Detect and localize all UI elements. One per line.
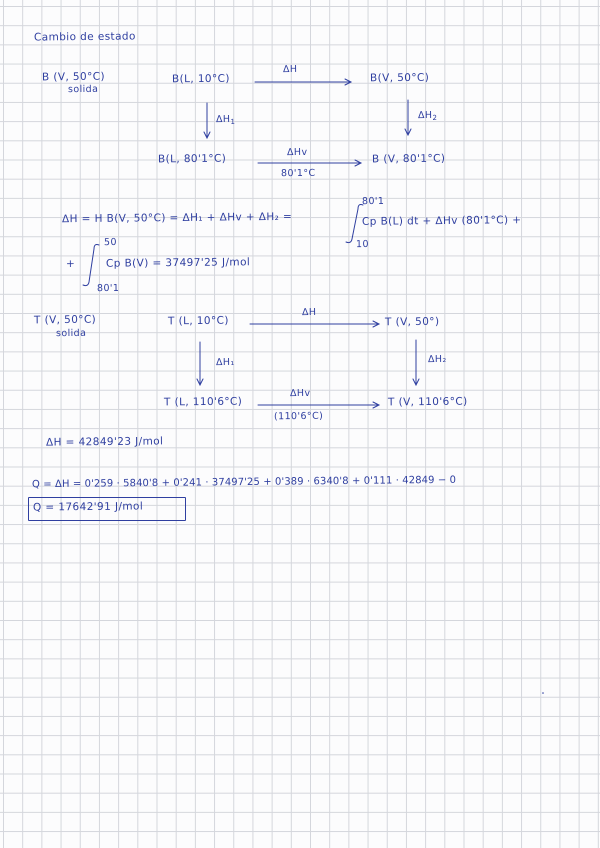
t-node-top-right: T (V, 50°) [384,315,440,329]
integral-1 [346,205,363,243]
eq-b-line2: Cp B(V) = 37497'25 J/mol [105,256,251,270]
t-arrow-left-label: ΔH₁ [215,356,235,369]
b-arrow-bottom-label: ΔHv [286,146,308,159]
t-node-bottom-right: T (V, 110'6°C) [387,395,468,409]
t-condition: T (V, 50°C) [33,313,97,327]
eq-b-int2-lower: 80'1 [96,282,120,295]
t-state: solida [55,327,87,340]
t-arrow-bottom-temp: (110'6°C) [273,410,324,423]
b-node-bottom-left: B(L, 80'1°C) [157,152,227,166]
integral-2 [83,245,99,286]
page-title: Cambio de estado [33,30,136,44]
b-arrow-bottom-temp: 80'1°C [280,167,316,180]
eq-b-int1-lower: 10 [355,238,369,251]
final-result: Q = 17642'91 J/mol [32,500,144,514]
t-arrow-top-label: ΔH [301,306,317,319]
b-node-top-left: B(L, 10°C) [171,72,230,86]
ink-dot [542,692,544,694]
eq-b-plus: + [65,257,76,271]
t-arrow-bottom-label: ΔHv [289,387,311,400]
b-arrow-left-label: $\Delta H_1$ [215,113,236,126]
eq-b-int2-upper: 50 [103,236,117,249]
t-result: ΔH = 42849'23 J/mol [45,435,164,449]
t-node-top-left: T (L, 10°C) [167,314,229,328]
eq-b-line1-right: Cp B(L) dt + ΔHv (80'1°C) + [361,214,522,228]
b-state: solida [67,83,99,96]
t-node-bottom-left: T (L, 110'6°C) [163,395,243,409]
eq-b-int1-upper: 80'1 [361,195,385,208]
b-condition: B (V, 50°C) [41,70,105,84]
b-arrow-right-label: $\Delta H_2$ [417,109,438,122]
t-arrow-right-label: ΔH₂ [427,353,447,366]
b-node-top-right: B(V, 50°C) [369,71,430,85]
final-equation: Q = ΔH = 0'259 · 5840'8 + 0'241 · 37497'25 + 0'389 · 6340'8 + 0'111 · 42849 − 0 [31,474,457,491]
eq-b-line1-left: ΔH = H B(V, 50°C) = ΔH₁ + ΔHv + ΔH₂ = [61,210,293,226]
b-arrow-top-label: ΔH [282,63,298,76]
b-node-bottom-right: B (V, 80'1°C) [371,152,446,166]
